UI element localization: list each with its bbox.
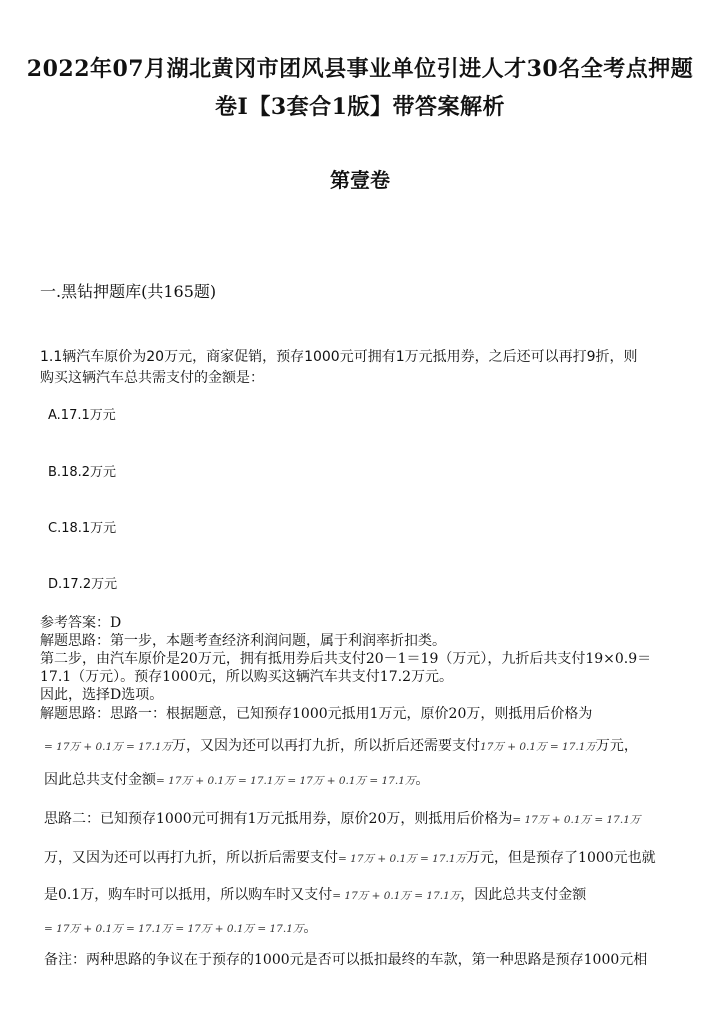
question-text-line-2: 购买这辆汽车总共需支付的金额是： bbox=[40, 370, 264, 386]
explanation-formula-line: 思路二：已知预存1000元可拥有1万元抵用券，原价20万，则抵用后价格为= 17万 + 0.1万 = 17.1万 bbox=[44, 811, 641, 827]
doc-title-line-1: 2022年07月湖北黄冈市团风县事业单位引进人才30名全考点押题 bbox=[26, 56, 694, 82]
explanation-formula-line: 因此总共支付金额= 17万 + 0.1万 = 17.1万 = 17万 + 0.1万 = 17.1万。 bbox=[44, 772, 430, 788]
option-b: B.18.2万元 bbox=[48, 465, 116, 480]
answer-ref: 参考答案：D bbox=[40, 615, 122, 631]
option-d: D.17.2万元 bbox=[48, 577, 118, 592]
explanation-line: 解题思路：思路一：根据题意，已知预存1000元抵用1万元，原价20万，则抵用后价格为 bbox=[40, 706, 593, 722]
math-formula: 17万 + 0.1万 = 17.1万 bbox=[480, 741, 596, 753]
explanation-line: 17.1（万元）。预存1000元，所以购买这辆汽车共支付17.2万元。 bbox=[40, 669, 453, 685]
question-text-line-1: 1.1辆汽车原价为20万元，商家促销，预存1000元可拥有1万元抵用券，之后还可以再打9折，则 bbox=[40, 349, 638, 365]
option-c: C.18.1万元 bbox=[48, 521, 117, 536]
math-formula: = 17万 + 0.1万 = 17.1万 bbox=[512, 814, 641, 826]
explanation-line: 因此，选择D选项。 bbox=[40, 687, 164, 703]
math-formula: = 17万 + 0.1万 = 17.1万 = 17万 + 0.1万 = 17.1万 bbox=[156, 775, 416, 787]
explanation-line: 第二步，由汽车原价是20万元，拥有抵用券后共支付20－1＝19（万元），九折后共支付19×0.9＝ bbox=[40, 651, 652, 667]
option-a: A.17.1万元 bbox=[48, 408, 116, 423]
math-formula: = 17万 + 0.1万 = 17.1万 bbox=[338, 853, 467, 865]
explanation-formula-line: 万，又因为还可以再打九折，所以折后需要支付= 17万 + 0.1万 = 17.1万万元，但是预存了1000元也就 bbox=[44, 850, 656, 866]
note-line: 备注：两种思路的争议在于预存的1000元是否可以抵扣最终的车款，第一种思路是预存1000元相 bbox=[44, 952, 648, 968]
part-label: 第壹卷 bbox=[330, 168, 390, 192]
section-heading: 一.黑钻押题库(共165题) bbox=[40, 282, 217, 301]
math-formula: = 17万 + 0.1万 = 17.1万 bbox=[332, 890, 461, 902]
math-formula: = 17万 + 0.1万 = 17.1万 bbox=[44, 741, 173, 753]
explanation-formula-line: 是0.1万，购车时可以抵用，所以购车时又支付= 17万 + 0.1万 = 17.1万，因此总共支付金额 bbox=[44, 887, 587, 903]
explanation-line: 解题思路：第一步，本题考查经济利润问题，属于利润率折扣类。 bbox=[40, 633, 446, 649]
doc-title-line-2: 卷Ⅰ【3套合1版】带答案解析 bbox=[215, 94, 505, 120]
math-formula: = 17万 + 0.1万 = 17.1万 = 17万 + 0.1万 = 17.1万 bbox=[44, 923, 304, 935]
explanation-formula-line: = 17万 + 0.1万 = 17.1万 = 17万 + 0.1万 = 17.1万。 bbox=[44, 920, 318, 936]
explanation-formula-line: = 17万 + 0.1万 = 17.1万万，又因为还可以再打九折，所以折后还需要支付17万 + 0.1万 = 17.1万万元， bbox=[44, 738, 638, 754]
